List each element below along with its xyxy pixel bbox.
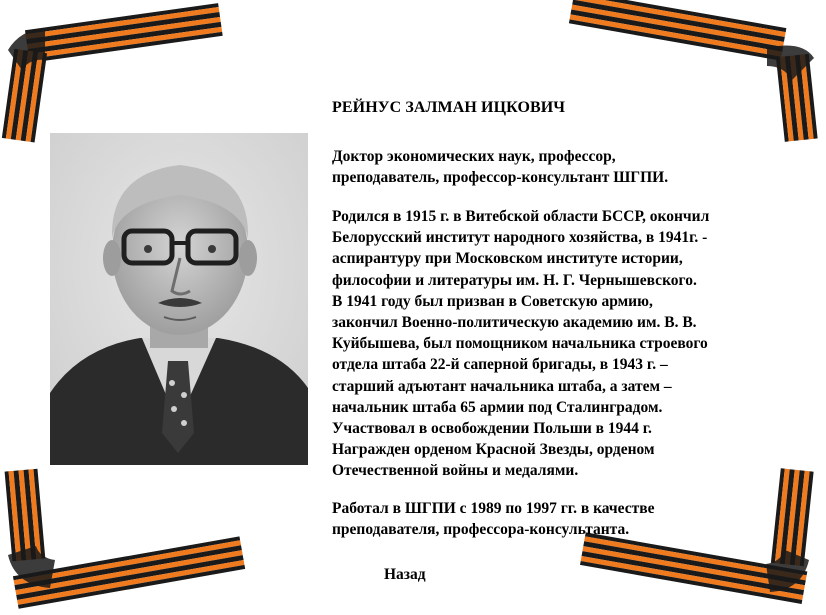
- work-line: Работал в ШГПИ с 1989 по 1997 гг. в качестве: [332, 500, 655, 517]
- portrait-photo: [50, 133, 308, 465]
- bio-line: Участвовал в освобождении Польши в 1944 г.: [332, 420, 652, 438]
- title-paragraph: [332, 146, 668, 188]
- bio-line: отдела штаба 22-й саперной бригады, в 1943 г. –: [332, 356, 668, 374]
- bio-line: Куйбышева, был помощником начальника строевого: [332, 335, 708, 353]
- bio-line: философии и литературы им. Н. Г. Чернышевского.: [332, 271, 697, 289]
- bio-line: аспирантуру при Московском институте истории,: [332, 250, 683, 268]
- title-line: Доктор экономических наук, профессор,: [332, 148, 616, 165]
- back-link[interactable]: Назад: [384, 566, 426, 583]
- bio-line: начальник штаба 65 армии под Сталинградом.: [332, 398, 663, 416]
- biography-paragraph: [332, 206, 709, 482]
- work-paragraph: [332, 498, 654, 540]
- title-line: преподаватель, профессор-консультант ШГПИ.: [332, 169, 669, 187]
- ribbon-bottom-left-icon: [0, 460, 250, 615]
- bio-line: Награжден орденом Красной Звезды, орденом: [332, 441, 655, 459]
- work-line: преподавателя, профессора-консультанта.: [332, 521, 630, 539]
- bio-line: закончил Военно-политическую академию им. В. В.: [332, 314, 697, 332]
- bio-line: Отечественной войны и медалями.: [332, 462, 579, 480]
- ribbon-top-left-icon: [0, 0, 230, 145]
- person-name: РЕЙНУС ЗАЛМАН ИЦКОВИЧ: [332, 99, 566, 116]
- ribbon-top-right-icon: [562, 0, 826, 145]
- bio-line: Родился в 1915 г. в Витебской области БССР, окончил: [332, 208, 710, 225]
- bio-line: Белорусский институт народного хозяйства, в 1941г. -: [332, 229, 708, 247]
- bio-line: В 1941 году был призван в Советскую армию,: [332, 292, 653, 310]
- bio-line: старший адъютант начальника штаба, а затем –: [332, 377, 672, 395]
